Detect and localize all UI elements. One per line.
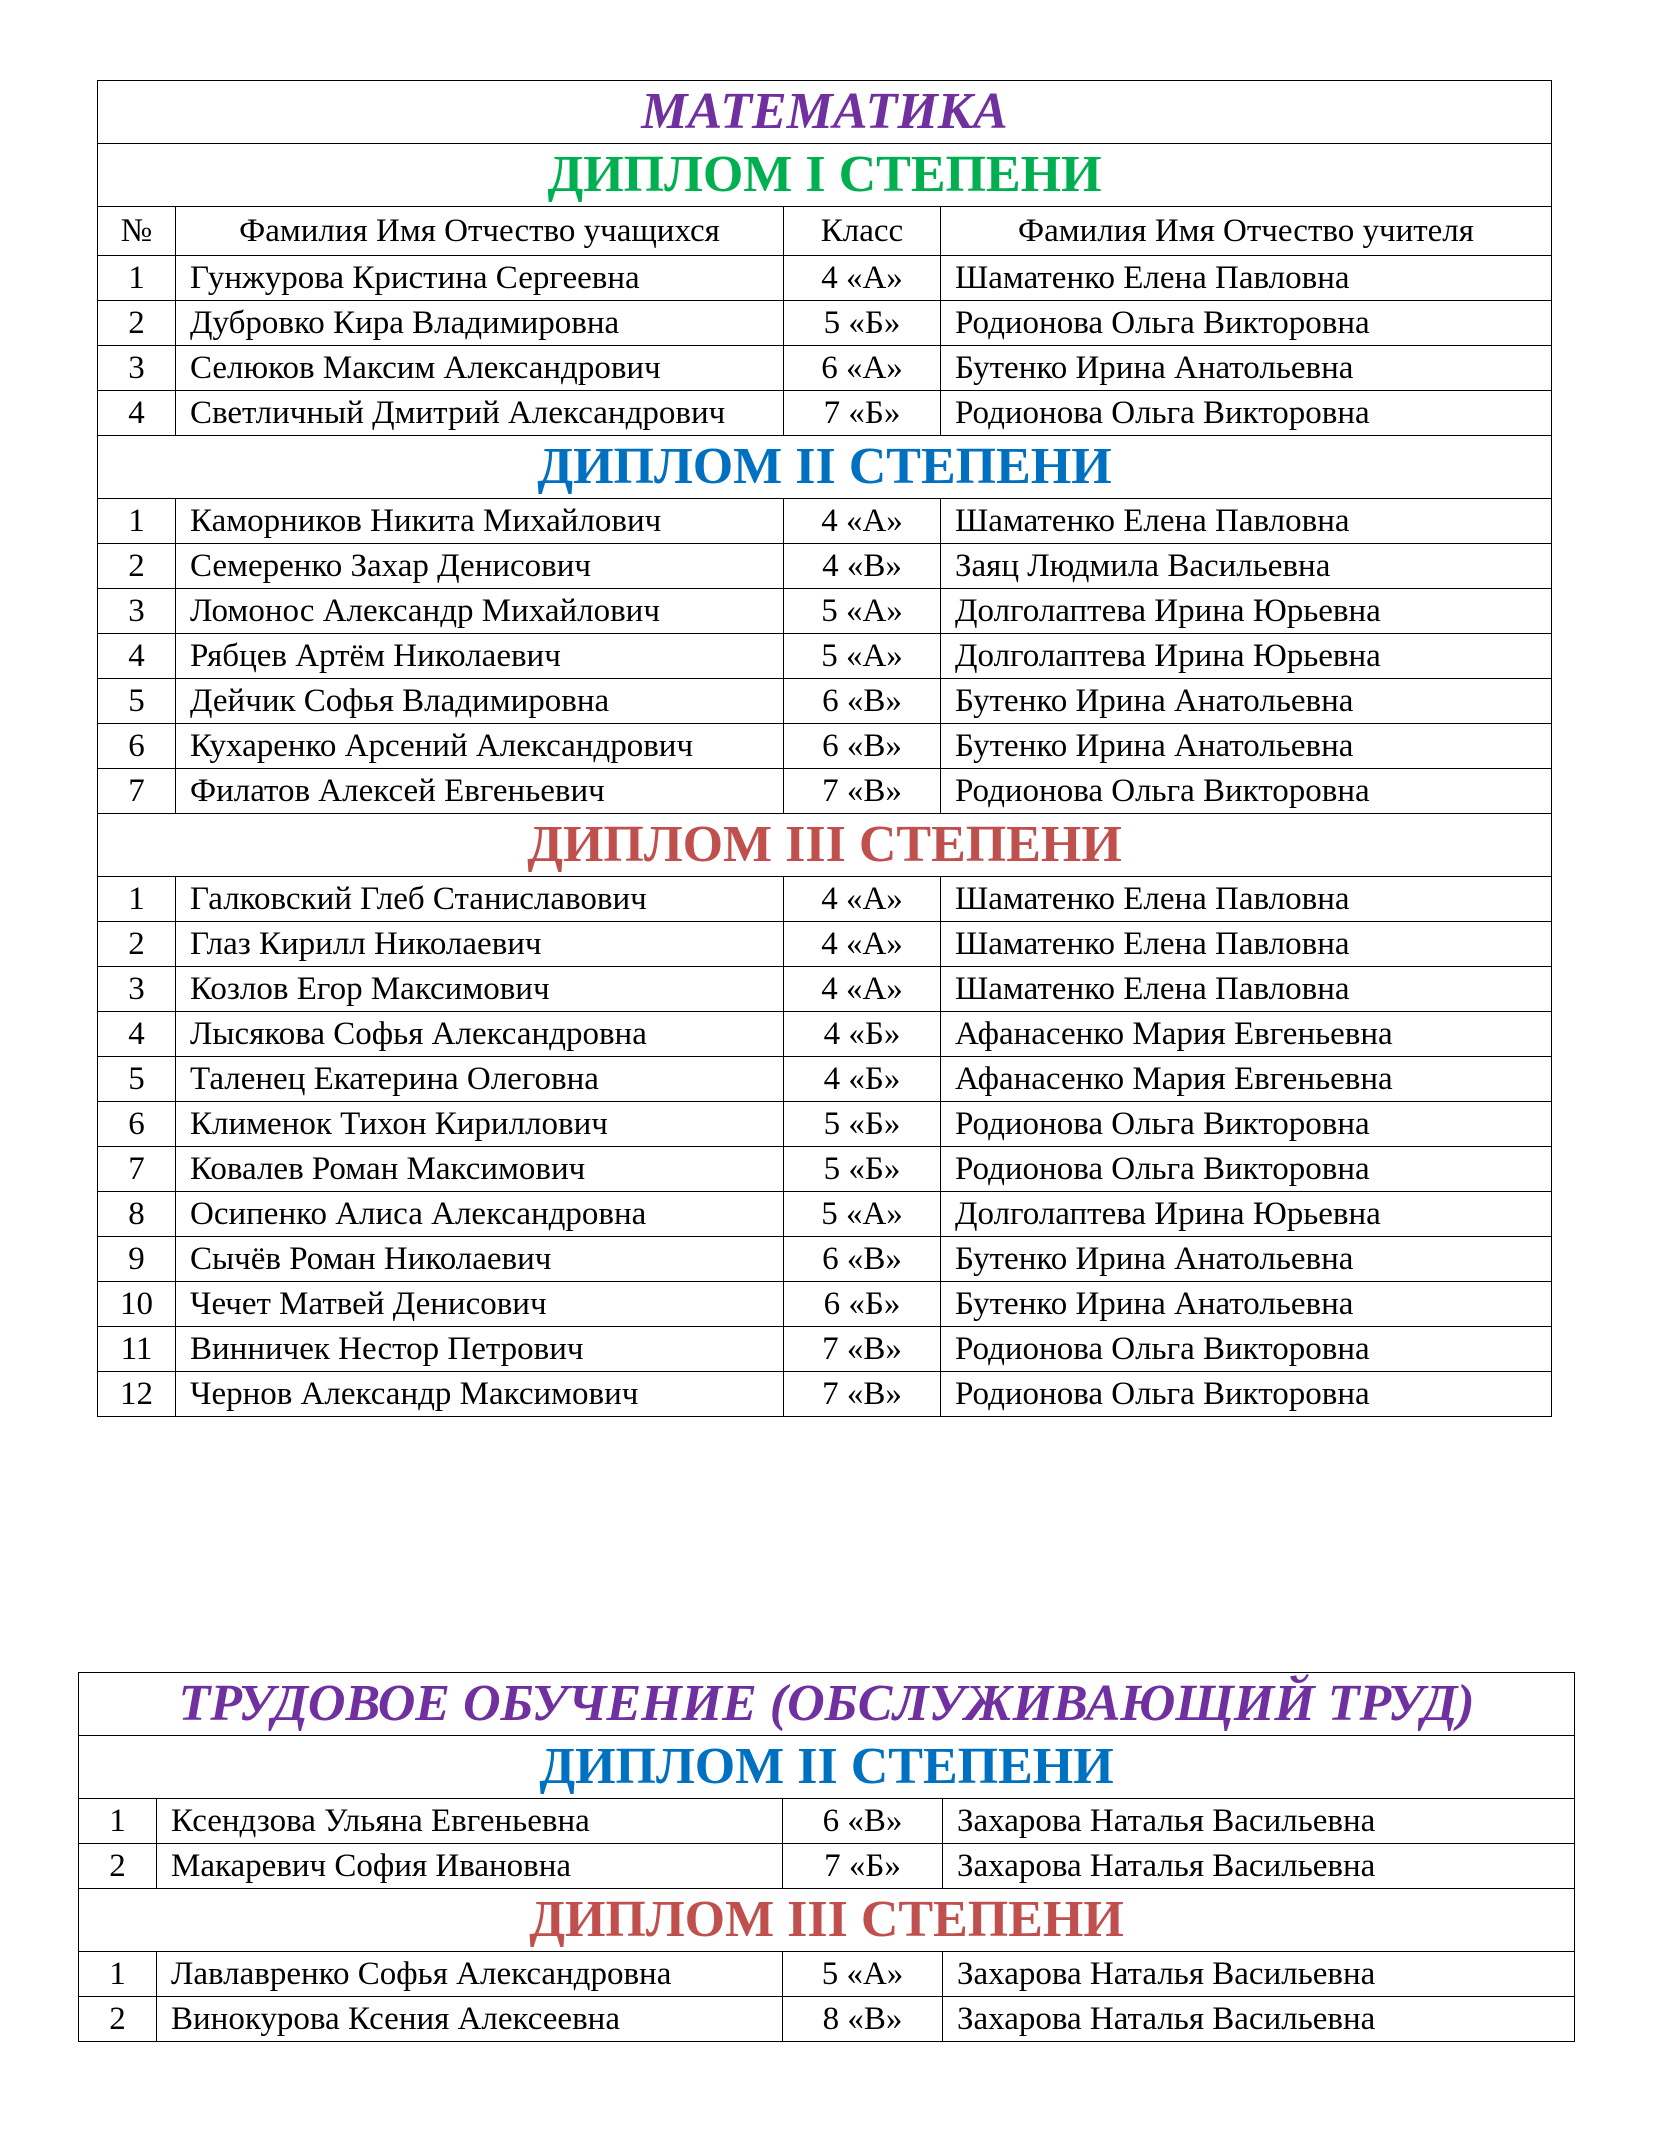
class-cell: 7 «Б»	[784, 391, 941, 436]
teacher-name: Долголаптева Ирина Юрьевна	[941, 1192, 1552, 1237]
table-row	[98, 877, 1552, 922]
row-number: 1	[98, 499, 176, 544]
teacher-name: Родионова Ольга Викторовна	[941, 1372, 1552, 1417]
degree1-heading: ДИПЛОМ I СТЕПЕНИ	[98, 144, 1552, 207]
student-name: Сычёв Роман Николаевич	[176, 1237, 784, 1282]
class-cell: 6 «В»	[783, 1799, 943, 1844]
row-number: 2	[79, 1844, 157, 1889]
teacher-name: Бутенко Ирина Анатольевна	[941, 1282, 1552, 1327]
class-cell: 4 «А»	[784, 967, 941, 1012]
class-cell: 4 «А»	[784, 256, 941, 301]
table-row	[98, 544, 1552, 589]
row-number: 2	[98, 301, 176, 346]
teacher-name: Долголаптева Ирина Юрьевна	[941, 634, 1552, 679]
student-name: Козлов Егор Максимович	[176, 967, 784, 1012]
row-number: 3	[98, 967, 176, 1012]
student-name: Ломонос Александр Михайлович	[176, 589, 784, 634]
row-number: 1	[79, 1952, 157, 1997]
table-row	[98, 301, 1552, 346]
student-name: Макаревич София Ивановна	[157, 1844, 783, 1889]
subject-title-labor: ТРУДОВОЕ ОБУЧЕНИЕ (ОБСЛУЖИВАЮЩИЙ ТРУД)	[79, 1673, 1575, 1736]
class-cell: 5 «А»	[784, 1192, 941, 1237]
student-name: Винокурова Ксения Алексеевна	[157, 1997, 783, 2042]
teacher-name: Захарова Наталья Васильевна	[943, 1844, 1575, 1889]
teacher-name: Долголаптева Ирина Юрьевна	[941, 589, 1552, 634]
class-cell: 7 «В»	[784, 769, 941, 814]
teacher-name: Бутенко Ирина Анатольевна	[941, 679, 1552, 724]
class-cell: 7 «В»	[784, 1327, 941, 1372]
student-name: Винничек Нестор Петрович	[176, 1327, 784, 1372]
class-cell: 4 «В»	[784, 544, 941, 589]
table-row	[98, 391, 1552, 436]
labor-degree3-heading: ДИПЛОМ III СТЕПЕНИ	[79, 1889, 1575, 1952]
degree3-heading: ДИПЛОМ III СТЕПЕНИ	[98, 814, 1552, 877]
teacher-name: Бутенко Ирина Анатольевна	[941, 1237, 1552, 1282]
teacher-name: Захарова Наталья Васильевна	[943, 1997, 1575, 2042]
student-name: Таленец Екатерина Олеговна	[176, 1057, 784, 1102]
table-row	[79, 1997, 1575, 2042]
header-class: Класс	[784, 207, 941, 256]
student-name: Кухаренко Арсений Александрович	[176, 724, 784, 769]
student-name: Гунжурова Кристина Сергеевна	[176, 256, 784, 301]
row-number: 3	[98, 589, 176, 634]
row-number: 2	[79, 1997, 157, 2042]
class-cell: 4 «Б»	[784, 1012, 941, 1057]
student-name: Дейчик Софья Владимировна	[176, 679, 784, 724]
table-row	[98, 1327, 1552, 1372]
table-row	[98, 634, 1552, 679]
teacher-name: Бутенко Ирина Анатольевна	[941, 724, 1552, 769]
row-number: 6	[98, 724, 176, 769]
degree3-rows	[98, 877, 1552, 1417]
column-header-row	[98, 207, 1552, 256]
class-cell: 8 «В»	[783, 1997, 943, 2042]
degree2-heading: ДИПЛОМ II СТЕПЕНИ	[98, 436, 1552, 499]
row-number: 8	[98, 1192, 176, 1237]
degree-heading-row	[98, 144, 1552, 207]
teacher-name: Шаматенко Елена Павловна	[941, 499, 1552, 544]
student-name: Лысякова Софья Александровна	[176, 1012, 784, 1057]
teacher-name: Родионова Ольга Викторовна	[941, 1327, 1552, 1372]
teacher-name: Захарова Наталья Васильевна	[943, 1799, 1575, 1844]
degree-heading-row	[79, 1736, 1575, 1799]
teacher-name: Афанасенко Мария Евгеньевна	[941, 1057, 1552, 1102]
row-number: 6	[98, 1102, 176, 1147]
row-number: 11	[98, 1327, 176, 1372]
subject-title-math: МАТЕМАТИКА	[98, 81, 1552, 144]
row-number: 10	[98, 1282, 176, 1327]
student-name: Чернов Александр Максимович	[176, 1372, 784, 1417]
student-name: Клименок Тихон Кириллович	[176, 1102, 784, 1147]
table-row	[98, 724, 1552, 769]
table-row	[98, 256, 1552, 301]
row-number: 9	[98, 1237, 176, 1282]
table-row	[98, 1282, 1552, 1327]
row-number: 5	[98, 679, 176, 724]
student-name: Галковский Глеб Станиславович	[176, 877, 784, 922]
row-number: 12	[98, 1372, 176, 1417]
row-number: 7	[98, 1147, 176, 1192]
student-name: Ковалев Роман Максимович	[176, 1147, 784, 1192]
student-name: Светличный Дмитрий Александрович	[176, 391, 784, 436]
student-name: Филатов Алексей Евгеньевич	[176, 769, 784, 814]
teacher-name: Бутенко Ирина Анатольевна	[941, 346, 1552, 391]
student-name: Ксендзова Ульяна Евгеньевна	[157, 1799, 783, 1844]
teacher-name: Родионова Ольга Викторовна	[941, 301, 1552, 346]
student-name: Семеренко Захар Денисович	[176, 544, 784, 589]
teacher-name: Шаматенко Елена Павловна	[941, 922, 1552, 967]
row-number: 4	[98, 634, 176, 679]
row-number: 1	[98, 256, 176, 301]
teacher-name: Родионова Ольга Викторовна	[941, 1102, 1552, 1147]
class-cell: 6 «А»	[784, 346, 941, 391]
row-number: 1	[98, 877, 176, 922]
degree2-rows	[98, 499, 1552, 814]
degree1-rows	[98, 256, 1552, 436]
table-row	[98, 1237, 1552, 1282]
row-number: 1	[79, 1799, 157, 1844]
table-row	[98, 589, 1552, 634]
class-cell: 7 «Б»	[783, 1844, 943, 1889]
class-cell: 5 «А»	[784, 589, 941, 634]
row-number: 4	[98, 1012, 176, 1057]
teacher-name: Шаматенко Елена Павловна	[941, 256, 1552, 301]
math-results-table	[97, 80, 1552, 1417]
table-row	[98, 1147, 1552, 1192]
table-row	[98, 1192, 1552, 1237]
teacher-name: Родионова Ольга Викторовна	[941, 769, 1552, 814]
table-row	[98, 1372, 1552, 1417]
table-row	[79, 1799, 1575, 1844]
row-number: 3	[98, 346, 176, 391]
table-row	[98, 1102, 1552, 1147]
table-row	[98, 346, 1552, 391]
teacher-name: Захарова Наталья Васильевна	[943, 1952, 1575, 1997]
class-cell: 5 «А»	[784, 634, 941, 679]
header-num: №	[98, 207, 176, 256]
table-row	[98, 1012, 1552, 1057]
student-name: Чечет Матвей Денисович	[176, 1282, 784, 1327]
labor-results-table	[78, 1672, 1575, 2042]
teacher-name: Родионова Ольга Викторовна	[941, 1147, 1552, 1192]
class-cell: 5 «Б»	[784, 1102, 941, 1147]
table-row	[98, 967, 1552, 1012]
degree-heading-row	[98, 436, 1552, 499]
labor-degree2-heading: ДИПЛОМ II СТЕПЕНИ	[79, 1736, 1575, 1799]
class-cell: 4 «Б»	[784, 1057, 941, 1102]
student-name: Рябцев Артём Николаевич	[176, 634, 784, 679]
header-student: Фамилия Имя Отчество учащихся	[176, 207, 784, 256]
teacher-name: Шаматенко Елена Павловна	[941, 877, 1552, 922]
table-row	[79, 1844, 1575, 1889]
labor-degree2-rows	[79, 1799, 1575, 1889]
student-name: Каморников Никита Михайлович	[176, 499, 784, 544]
row-number: 2	[98, 922, 176, 967]
student-name: Лавлавренко Софья Александровна	[157, 1952, 783, 1997]
class-cell: 6 «В»	[784, 1237, 941, 1282]
class-cell: 7 «В»	[784, 1372, 941, 1417]
class-cell: 5 «Б»	[784, 1147, 941, 1192]
table-row	[98, 769, 1552, 814]
row-number: 4	[98, 391, 176, 436]
class-cell: 4 «А»	[784, 922, 941, 967]
teacher-name: Афанасенко Мария Евгеньевна	[941, 1012, 1552, 1057]
subject-title-row	[98, 81, 1552, 144]
class-cell: 6 «В»	[784, 724, 941, 769]
class-cell: 5 «А»	[783, 1952, 943, 1997]
header-teacher: Фамилия Имя Отчество учителя	[941, 207, 1552, 256]
degree-heading-row	[79, 1889, 1575, 1952]
teacher-name: Заяц Людмила Васильевна	[941, 544, 1552, 589]
labor-degree3-rows	[79, 1952, 1575, 2042]
row-number: 2	[98, 544, 176, 589]
table-row	[79, 1952, 1575, 1997]
class-cell: 6 «В»	[784, 679, 941, 724]
class-cell: 4 «А»	[784, 499, 941, 544]
class-cell: 4 «А»	[784, 877, 941, 922]
table-row	[98, 1057, 1552, 1102]
teacher-name: Шаматенко Елена Павловна	[941, 967, 1552, 1012]
student-name: Селюков Максим Александрович	[176, 346, 784, 391]
class-cell: 5 «Б»	[784, 301, 941, 346]
teacher-name: Родионова Ольга Викторовна	[941, 391, 1552, 436]
class-cell: 6 «Б»	[784, 1282, 941, 1327]
row-number: 7	[98, 769, 176, 814]
student-name: Глаз Кирилл Николаевич	[176, 922, 784, 967]
student-name: Осипенко Алиса Александровна	[176, 1192, 784, 1237]
degree-heading-row	[98, 814, 1552, 877]
student-name: Дубровко Кира Владимировна	[176, 301, 784, 346]
table-row	[98, 922, 1552, 967]
table-row	[98, 679, 1552, 724]
subject-title-row	[79, 1673, 1575, 1736]
row-number: 5	[98, 1057, 176, 1102]
table-row	[98, 499, 1552, 544]
